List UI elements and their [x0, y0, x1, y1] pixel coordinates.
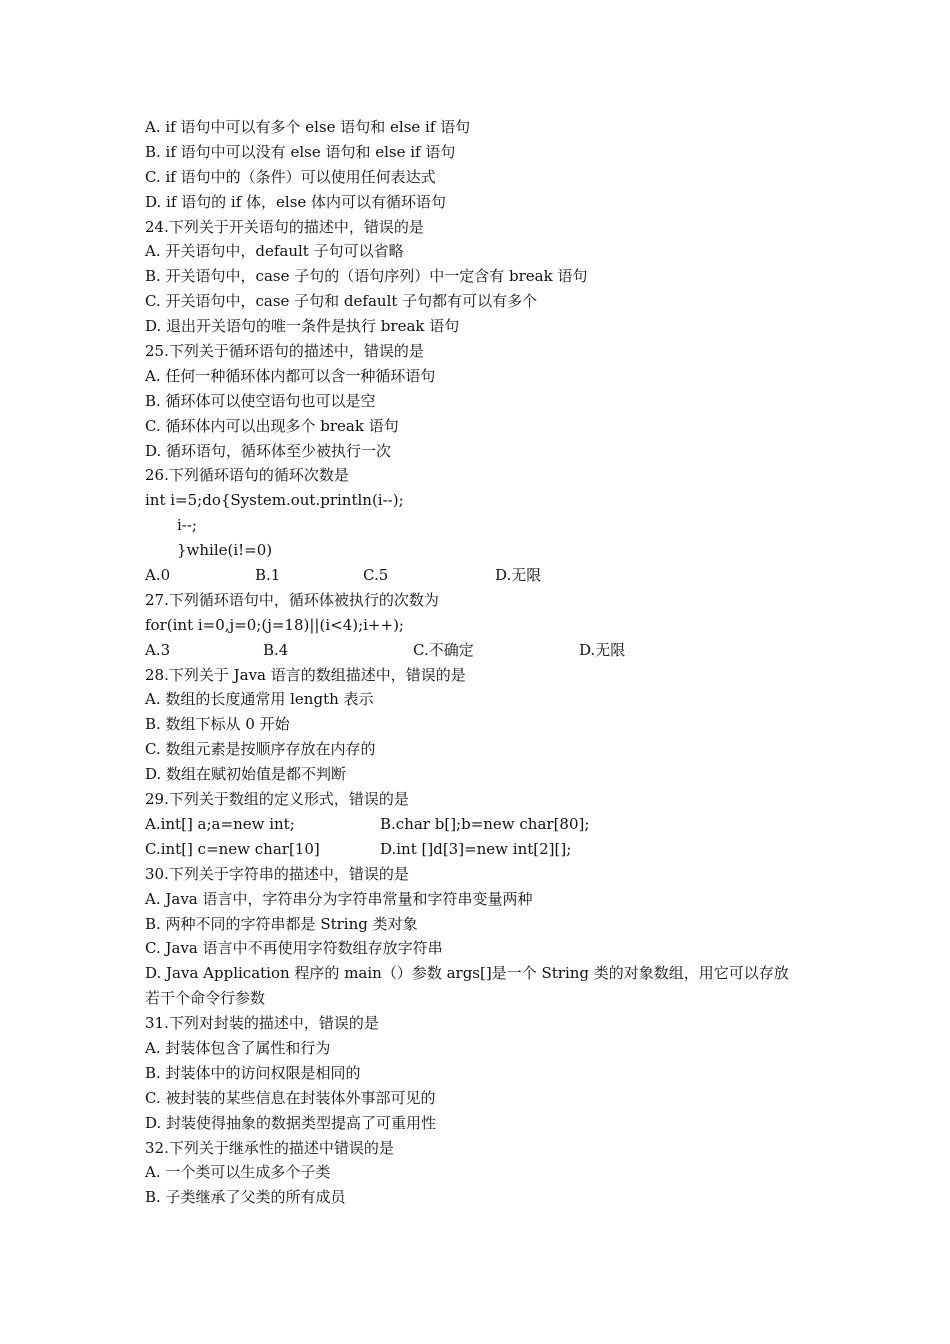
q26-option-b: B.1	[255, 566, 281, 585]
question-24: 24.下列关于开关语句的描述中，错误的是	[145, 217, 424, 236]
option-line: B. 封装体中的访问权限是相同的	[145, 1063, 361, 1082]
option-line: B. 循环体可以使空语句也可以是空	[145, 391, 376, 410]
option-line: B. 子类继承了父类的所有成员	[145, 1188, 346, 1207]
question-29: 29.下列关于数组的定义形式，错误的是	[145, 790, 409, 809]
option-line: D. 循环语句，循环体至少被执行一次	[145, 441, 392, 460]
option-line: A. 一个类可以生成多个子类	[145, 1163, 331, 1182]
q26-options-row	[145, 563, 815, 588]
document-content	[145, 115, 815, 1210]
option-line: B. 数组下标从 0 开始	[145, 715, 290, 734]
q29-option-b: B.char b[];b=new char[80];	[380, 814, 590, 833]
option-line: C. 数组元素是按顺序存放在内存的	[145, 740, 376, 759]
q27-option-a: A.3	[145, 640, 171, 659]
option-line: A. 封装体包含了属性和行为	[145, 1038, 331, 1057]
code-line: int i=5;do{System.out.println(i--);	[145, 491, 404, 510]
option-line: C. 循环体内可以出现多个 break 语句	[145, 416, 399, 435]
q26-option-d: D.无限	[495, 566, 542, 585]
question-26: 26.下列循环语句的循环次数是	[145, 466, 349, 485]
question-32: 32.下列关于继承性的描述中错误的是	[145, 1138, 394, 1157]
q26-option-c: C.5	[363, 566, 389, 585]
option-line: A. 数组的长度通常用 length 表示	[145, 690, 374, 709]
option-line: A. Java 语言中，字符串分为字符串常量和字符串变量两种	[145, 889, 533, 908]
code-line: for(int i=0,j=0;(j=18)||(i<4);i++);	[145, 615, 404, 634]
option-line: A. 开关语句中，default 子句可以省略	[145, 242, 404, 261]
option-line: D. 数组在赋初始值是都不判断	[145, 765, 347, 784]
option-line: C. 被封装的某些信息在封装体外事部可见的	[145, 1088, 436, 1107]
option-line: B. if 语句中可以没有 else 语句和 else if 语句	[145, 142, 456, 161]
question-25: 25.下列关于循环语句的描述中，错误的是	[145, 342, 424, 361]
q29-options-row-2	[145, 837, 815, 862]
code-line: i--;	[177, 516, 197, 535]
option-line: D. 封装使得抽象的数据类型提高了可重用性	[145, 1113, 437, 1132]
option-line: A. 任何一种循环体内都可以含一种循环语句	[145, 366, 436, 385]
option-line: C. if 语句中的（条件）可以使用任何表达式	[145, 167, 436, 186]
question-31: 31.下列对封装的描述中，错误的是	[145, 1014, 379, 1033]
q29-option-c: C.int[] c=new char[10]	[145, 839, 320, 858]
question-27: 27.下列循环语句中，循环体被执行的次数为	[145, 590, 439, 609]
code-line: }while(i!=0)	[177, 541, 273, 560]
option-line: C. 开关语句中，case 子句和 default 子句都有可以有多个	[145, 292, 538, 311]
q27-option-d: D.无限	[579, 640, 626, 659]
q26-option-a: A.0	[145, 566, 171, 585]
option-line: B. 开关语句中，case 子句的（语句序列）中一定含有 break 语句	[145, 267, 588, 286]
option-line: C. Java 语言中不再使用字符数组存放字符串	[145, 939, 443, 958]
q29-options-row-1	[145, 812, 815, 837]
option-line: B. 两种不同的字符串都是 String 类对象	[145, 914, 418, 933]
q27-option-c: C.不确定	[413, 640, 474, 659]
option-line: D. Java Application 程序的 main（）参数 args[]是一个 String 类的对象数组，用它可以存放	[145, 964, 789, 983]
question-28: 28.下列关于 Java 语言的数组描述中，错误的是	[145, 665, 466, 684]
option-line-continued: 若干个命令行参数	[145, 989, 266, 1008]
option-line: A. if 语句中可以有多个 else 语句和 else if 语句	[145, 118, 471, 136]
option-line: D. 退出开关语句的唯一条件是执行 break 语句	[145, 317, 460, 336]
q27-options-row	[145, 638, 815, 663]
q29-option-d: D.int []d[3]=new int[2][];	[380, 839, 572, 858]
q29-option-a: A.int[] a;a=new int;	[145, 814, 295, 833]
option-line: D. if 语句的 if 体，else 体内可以有循环语句	[145, 192, 447, 211]
question-30: 30.下列关于字符串的描述中，错误的是	[145, 864, 409, 883]
q27-option-b: B.4	[263, 640, 289, 659]
